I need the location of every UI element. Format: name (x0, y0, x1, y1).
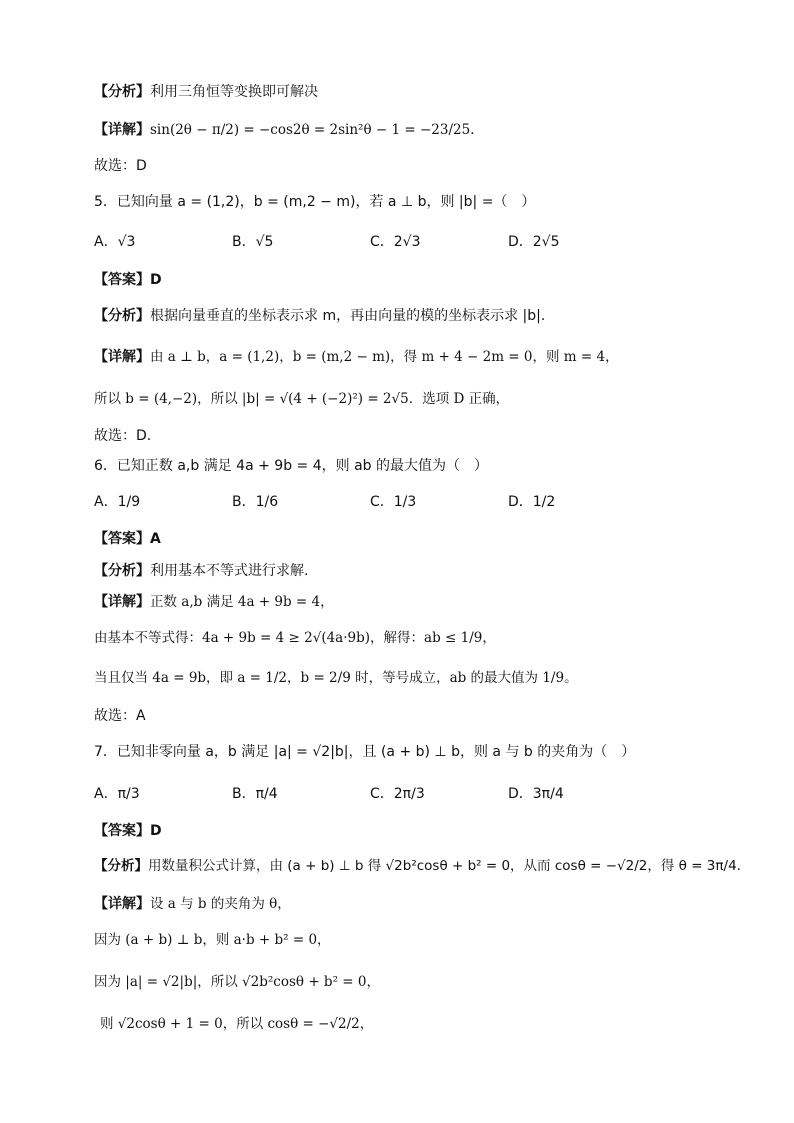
q5-option-c: C．2√3 (370, 234, 421, 250)
q6-detail-line-2: 由基本不等式得：4a + 9b = 4 ≥ 2√(4a·9b)，解得：ab ≤ 1/9， (94, 630, 496, 646)
q7-analysis (94, 856, 741, 876)
q5-analysis (94, 306, 545, 326)
q7-stem: 7．已知非零向量 a，b 满足 |a| = √2|b|，且 (a + b) ⊥ b，则 a 与 b 的夹角为（ ） (94, 744, 636, 760)
q6-detail (94, 592, 334, 612)
q7-detail (94, 894, 291, 914)
q5-choice: 故选：D. (94, 428, 152, 444)
q5-answer: 【答案】D (94, 272, 162, 288)
q4-detail (94, 120, 474, 140)
detail-tag: 【详解】 (94, 896, 150, 912)
q7-option-c: C．2π/3 (370, 786, 425, 802)
q7-detail-line-3: 因为 |a| = √2|b|，所以 √2b²cosθ + b² = 0， (94, 974, 380, 990)
q7-option-d: D．3π/4 (508, 786, 564, 802)
analysis-text: 利用基本不等式进行求解. (150, 563, 309, 579)
q6-stem: 6．已知正数 a,b 满足 4a + 9b = 4，则 ab 的最大值为（ ） (94, 458, 488, 474)
q6-answer: 【答案】A (94, 531, 161, 547)
q6-detail-line-3: 当且仅当 4a = 9b，即 a = 1/2，b = 2/9 时，等号成立，ab 的最大值为 1/9。 (94, 670, 578, 686)
detail-formula: sin(2θ − π/2) = −cos2θ = 2sin²θ − 1 = −23/25. (150, 122, 475, 138)
q6-option-d: D．1/2 (508, 494, 556, 510)
q5-detail (94, 347, 619, 367)
detail-tag: 【详解】 (94, 122, 150, 138)
detail-line-1: 正数 a,b 满足 4a + 9b = 4， (150, 594, 334, 610)
q7-answer: 【答案】D (94, 823, 162, 839)
detail-tag: 【详解】 (94, 349, 150, 365)
detail-line-1: 由 a ⊥ b，a = (1,2)，b = (m,2 − m)，得 m + 4 − 2m = 0，则 m = 4， (150, 349, 619, 365)
analysis-tag: 【分析】 (94, 563, 150, 579)
q5-option-a: A．√3 (94, 234, 136, 250)
q6-analysis (94, 561, 308, 581)
analysis-tag: 【分析】 (94, 84, 150, 100)
q4-analysis (94, 82, 318, 102)
q5-option-d: D．2√5 (508, 234, 560, 250)
q5-detail-line-2: 所以 b = (4,−2)，所以 |b| = √(4 + (−2)²) = 2√5．选项 D 正确， (94, 391, 510, 407)
q6-option-a: A．1/9 (94, 494, 141, 510)
analysis-tag: 【分析】 (94, 308, 150, 324)
q5-stem: 5．已知向量 a = (1,2)，b = (m,2 − m)，若 a ⊥ b，则 |b| =（ ） (94, 194, 536, 210)
analysis-tag: 【分析】 (94, 858, 148, 874)
q5-option-b: B．√5 (232, 234, 274, 250)
q7-option-a: A．π/3 (94, 786, 140, 802)
q7-option-b: B．π/4 (232, 786, 278, 802)
q7-detail-line-2: 因为 (a + b) ⊥ b，则 a·b + b² = 0， (94, 932, 331, 948)
detail-tag: 【详解】 (94, 594, 150, 610)
analysis-text: 用数量积公式计算，由 (a + b) ⊥ b 得 √2b²cosθ + b² = 0，从而 cosθ = −√2/2，得 θ = 3π/4. (148, 858, 741, 874)
q6-option-c: C．1/3 (370, 494, 417, 510)
q6-choice: 故选：A (94, 708, 146, 724)
q7-detail-line-4: 则 √2cosθ + 1 = 0，所以 cosθ = −√2/2， (100, 1016, 374, 1032)
q6-option-b: B．1/6 (232, 494, 279, 510)
analysis-text: 根据向量垂直的坐标表示求 m，再由向量的模的坐标表示求 |b|. (150, 308, 546, 324)
analysis-text: 利用三角恒等变换即可解决 (150, 84, 318, 100)
q4-choice: 故选：D (94, 158, 147, 174)
detail-line-1: 设 a 与 b 的夹角为 θ， (150, 896, 291, 912)
